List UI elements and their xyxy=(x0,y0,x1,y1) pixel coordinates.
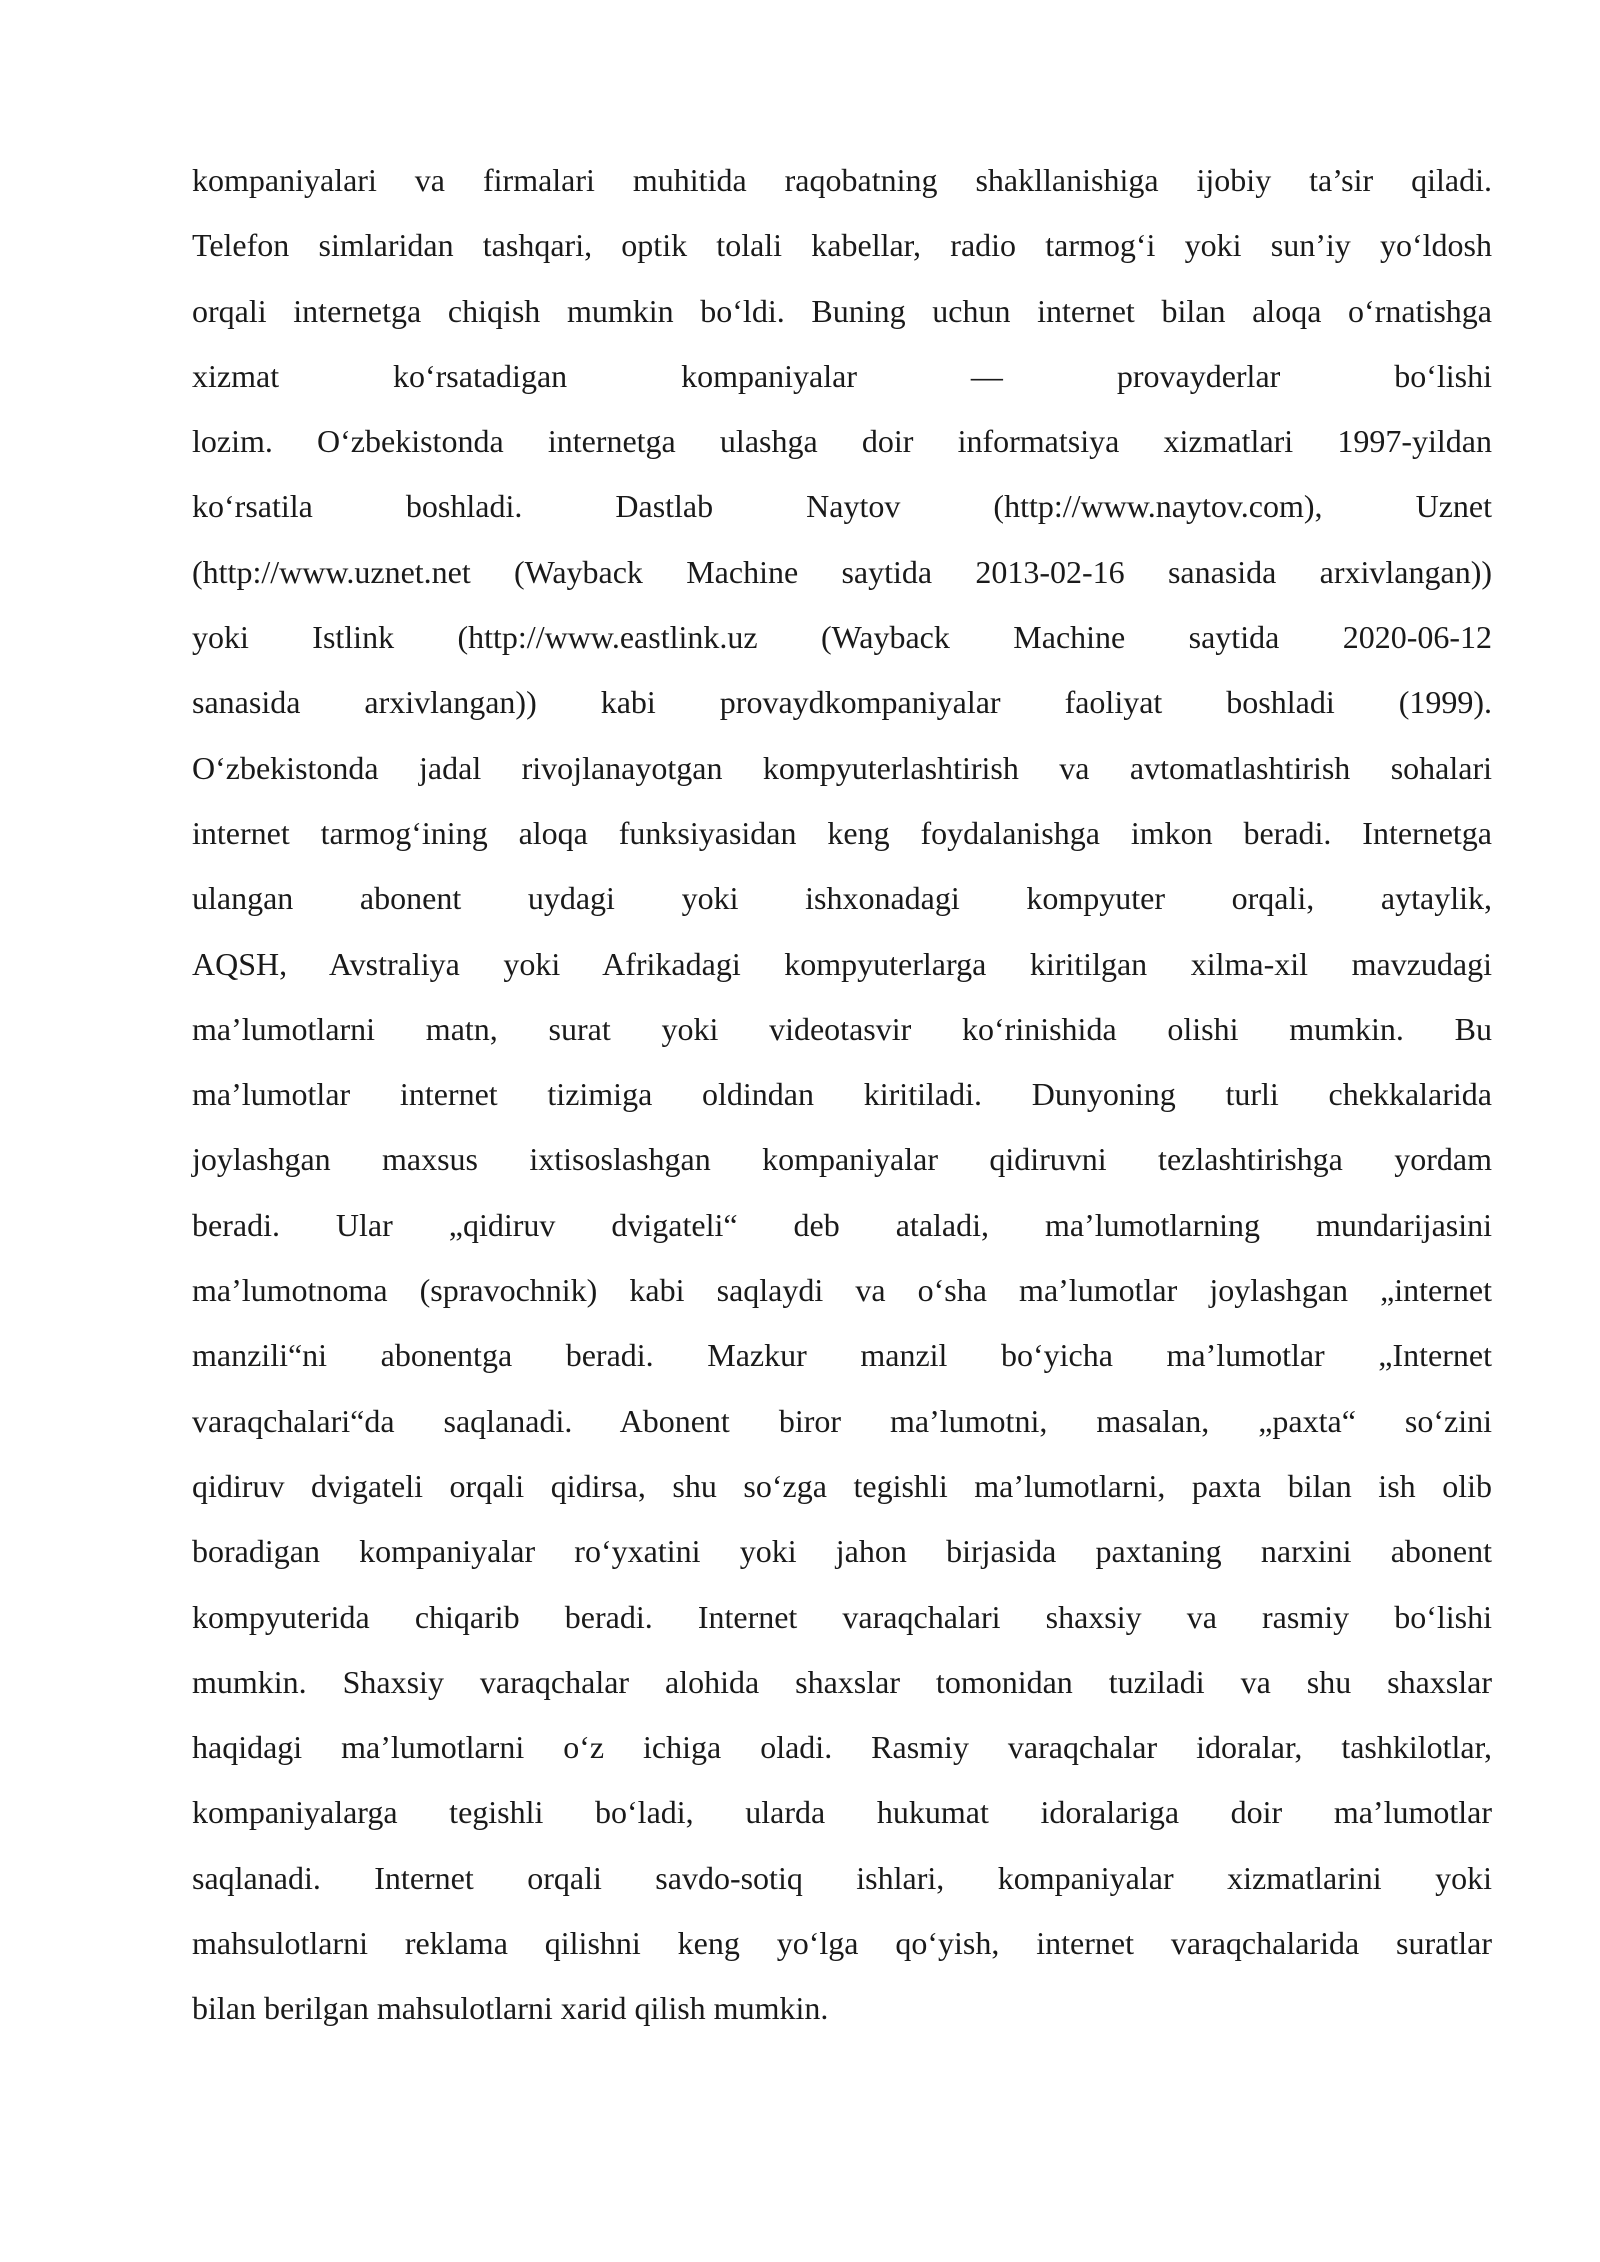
text-line: kompaniyalari va firmalari muhitida raqobatning shakllanishiga ijobiy ta’sir qiladi. xyxy=(192,162,1492,198)
text-line: lozim. O‘zbekistonda internetga ulashga doir informatsiya xizmatlari 1997-yildan xyxy=(192,423,1492,460)
text-line: haqidagi ma’lumotlarni o‘z ichiga oladi. Rasmiy varaqchalar idoralar, tashkilotlar, xyxy=(192,1729,1492,1766)
text-line: joylashgan maxsus ixtisoslashgan kompaniyalar qidiruvni tezlashtirishga yordam xyxy=(192,1141,1492,1178)
text-line: ko‘rsatila boshladi. Dastlab Naytov (http://www.naytov.com), Uznet xyxy=(192,488,1492,525)
text-line: O‘zbekistonda jadal rivojlanayotgan kompyuterlashtirish va avtomatlashtirish sohalari xyxy=(192,749,1492,786)
text-line: kompyuterida chiqarib beradi. Internet varaqchalari shaxsiy va rasmiy bo‘lishi xyxy=(192,1598,1492,1635)
text-line: boradigan kompaniyalar ro‘yxatini yoki jahon birjasida paxtaning narxini abonent xyxy=(192,1533,1492,1570)
text-line: bilan berilgan mahsulotlarni xarid qilish mumkin. xyxy=(192,1990,829,2027)
text-line: orqali internetga chiqish mumkin bo‘ldi. Buning uchun internet bilan aloqa o‘rnatishga xyxy=(192,292,1492,329)
body-paragraph xyxy=(192,148,1492,2042)
text-line: qidiruv dvigateli orqali qidirsa, shu so‘zga tegishli ma’lumotlarni, paxta bilan ish olib xyxy=(192,1467,1492,1504)
text-line: internet tarmog‘ining aloqa funksiyasidan keng foydalanishga imkon beradi. Internetga xyxy=(192,814,1492,851)
text-line: kompaniyalarga tegishli bo‘ladi, ularda hukumat idoralariga doir ma’lumotlar xyxy=(192,1794,1492,1831)
text-line: ma’lumotnoma (spravochnik) kabi saqlaydi va o‘sha ma’lumotlar joylashgan „internet xyxy=(192,1272,1492,1309)
text-line: xizmat ko‘rsatadigan kompaniyalar — provayderlar bo‘lishi xyxy=(192,357,1492,394)
text-line: AQSH, Avstraliya yoki Afrikadagi kompyuterlarga kiritilgan xilma-xil mavzudagi xyxy=(192,945,1492,982)
text-line: mumkin. Shaxsiy varaqchalar alohida shaxslar tomonidan tuziladi va shu shaxslar xyxy=(192,1663,1492,1700)
text-line: Telefon simlaridan tashqari, optik tolali kabellar, radio tarmog‘i yoki sun’iy yo‘ldosh xyxy=(192,227,1492,264)
text-line: yoki Istlink (http://www.eastlink.uz (Wayback Machine saytida 2020-06-12 xyxy=(192,619,1492,656)
text-line: saqlanadi. Internet orqali savdo-sotiq ishlari, kompaniyalar xizmatlarini yoki xyxy=(192,1859,1492,1896)
text-line: (http://www.uznet.net (Wayback Machine saytida 2013-02-16 sanasida arxivlangan)) xyxy=(192,553,1492,590)
text-line: beradi. Ular „qidiruv dvigateli“ deb ataladi, ma’lumotlarning mundarijasini xyxy=(192,1206,1492,1243)
text-line: ma’lumotlar internet tizimiga oldindan kiritiladi. Dunyoning turli chekkalarida xyxy=(192,1076,1492,1113)
text-line: ulangan abonent uydagi yoki ishxonadagi kompyuter orqali, aytaylik, xyxy=(192,880,1492,917)
text-line: sanasida arxivlangan)) kabi provaydkompaniyalar faoliyat boshladi (1999). xyxy=(192,684,1492,721)
text-line: mahsulotlarni reklama qilishni keng yo‘lga qo‘yish, internet varaqchalarida suratlar xyxy=(192,1925,1492,1962)
text-line: manzili“ni abonentga beradi. Mazkur manzil bo‘yicha ma’lumotlar „Internet xyxy=(192,1337,1492,1374)
text-line: ma’lumotlarni matn, surat yoki videotasvir ko‘rinishida olishi mumkin. Bu xyxy=(192,1010,1492,1047)
text-line: varaqchalari“da saqlanadi. Abonent biror ma’lumotni, masalan, „paxta“ so‘zini xyxy=(192,1402,1492,1439)
